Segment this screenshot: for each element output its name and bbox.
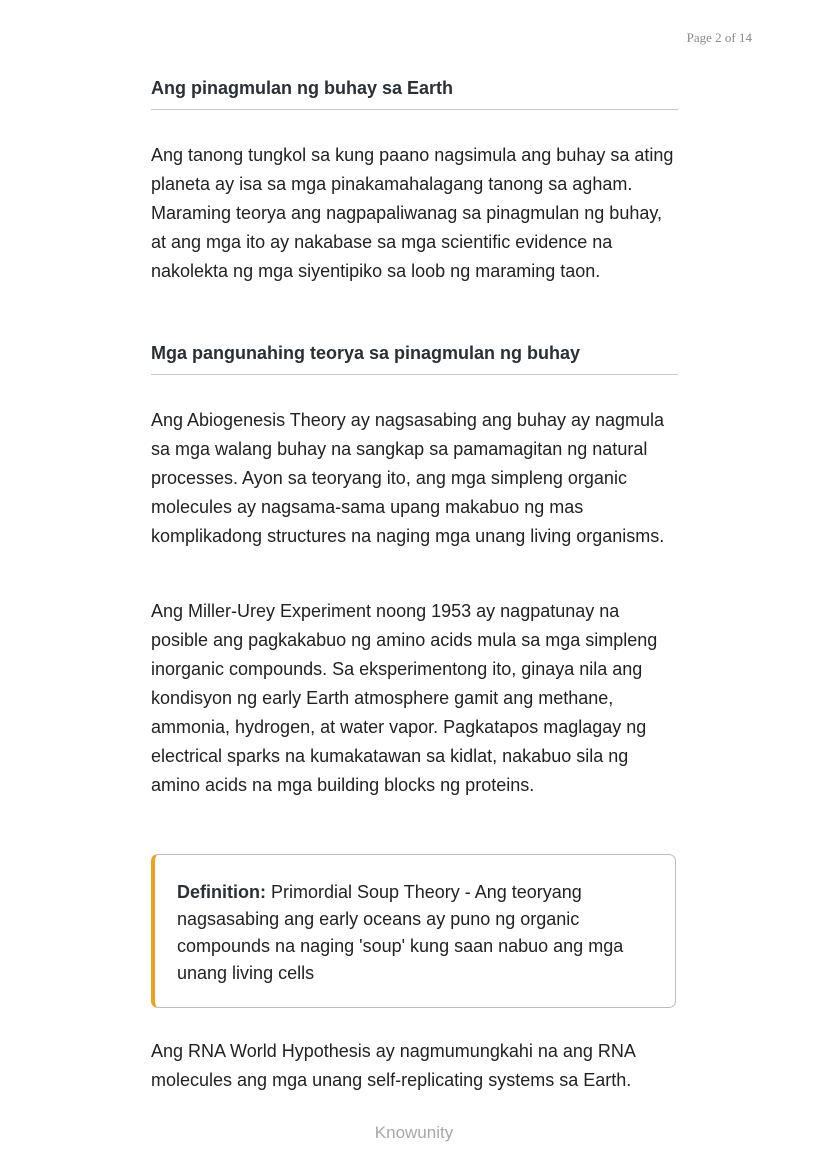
definition-label: Definition: (177, 882, 266, 902)
section-heading: Ang pinagmulan ng buhay sa Earth (151, 78, 678, 110)
definition-text (177, 879, 655, 987)
paragraph: Ang RNA World Hypothesis ay nagmumungkahi na ang RNA molecules ang mga unang self-replicating systems sa Earth. (151, 1041, 635, 1090)
definition-body: Primordial Soup Theory - Ang teoryang nagsasabing ang early oceans ay puno ng organic compounds na naging 'soup' kung saan nabuo ang mga unang living cells (177, 882, 624, 983)
section-heading: Mga pangunahing teorya sa pinagmulan ng buhay (151, 343, 678, 375)
definition-box (151, 854, 676, 1008)
paragraph: Ang Abiogenesis Theory ay nagsasabing ang buhay ay nagmula sa mga walang buhay na sangkap sa pamamagitan ng natural processes. Ayon sa teoryang ito, ang mga simpleng organic molecules ay nagsama-sama upang makabuo ng mas komplikadong structures na naging mga unang living organisms. (151, 410, 665, 546)
paragraph: Ang Miller-Urey Experiment noong 1953 ay nagpatunay na posible ang pagkakabuo ng amino acids mula sa mga simpleng inorganic compounds. Sa eksperimentong ito, ginaya nila ang kondisyon ng early Earth atmosphere gamit ang methane, ammonia, hydrogen, at water vapor. Pagkatapos maglagay ng electrical sparks na kumakatawan sa kidlat, nakabuo sila ng amino acids na mga building blocks ng proteins. (151, 601, 658, 795)
paragraph: Ang tanong tungkol sa kung paano nagsimula ang buhay sa ating planeta ay isa sa mga pinakamahalagang tanong sa agham. Maraming teorya ang nagpapaliwanag sa pinagmulan ng buhay, at ang mga ito ay nakabase sa mga scientific evidence na nakolekta ng mga siyentipiko sa loob ng maraming taon. (151, 145, 674, 281)
footer-brand: Knowunity (374, 1123, 454, 1142)
page-number: Page 2 of 14 (686, 30, 752, 45)
